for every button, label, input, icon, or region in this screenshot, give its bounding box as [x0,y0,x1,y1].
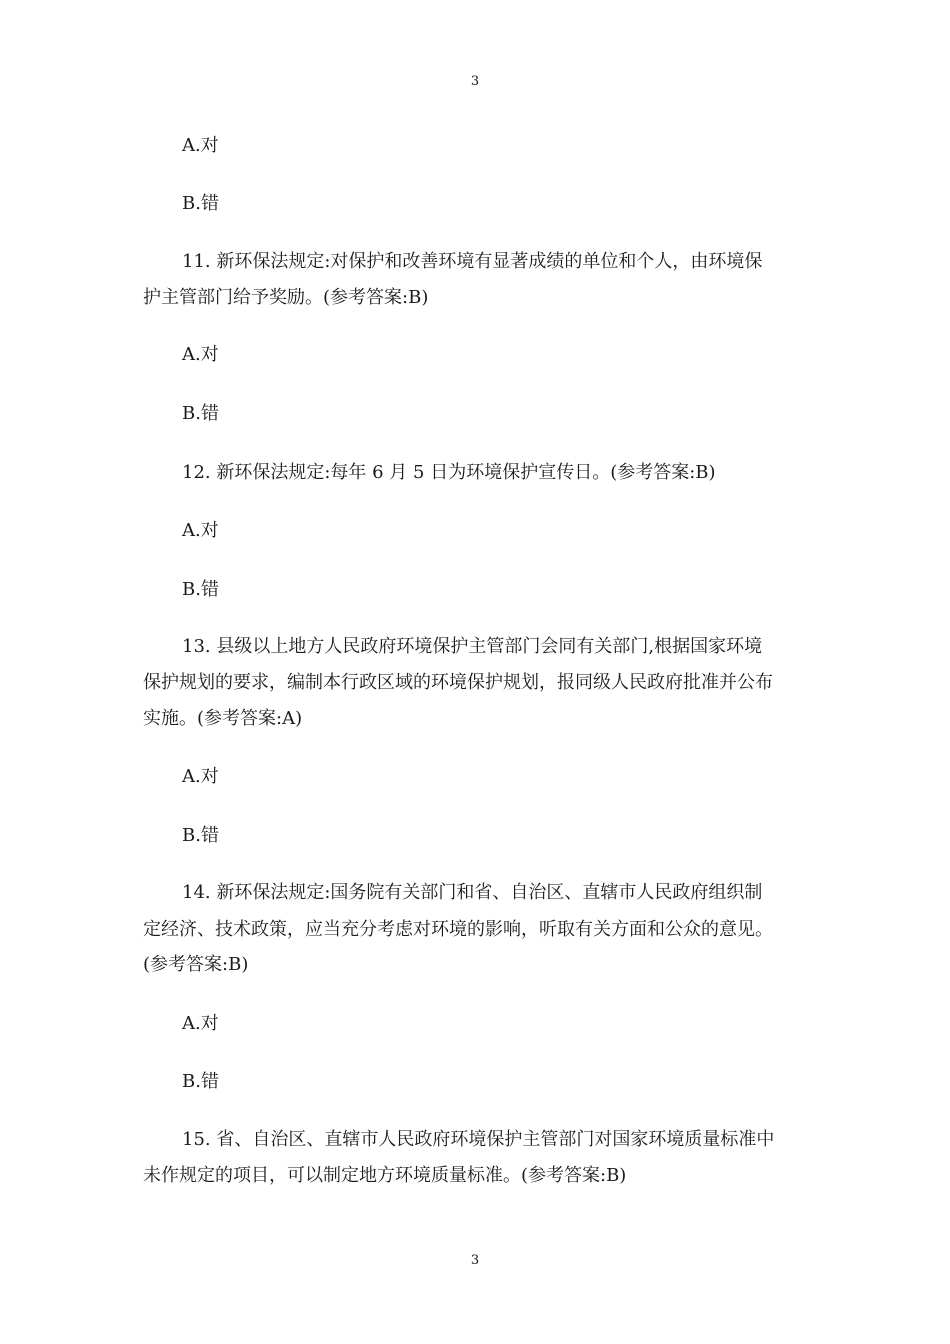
q11-option-a: A.对 [182,344,219,365]
q11-text-line1: 11. 新环保法规定:对保护和改善环境有显著成绩的单位和个人，由环境保 [182,251,763,272]
q14-option-a: A.对 [182,1013,219,1034]
q13-text-line3: 实施。(参考答案:A) [143,708,303,729]
q13-option-b: B.错 [182,825,219,846]
q14-text-line3: (参考答案:B) [143,954,249,975]
q12-option-a: A.对 [182,520,219,541]
q11-text-line2: 护主管部门给予奖励。(参考答案:B) [143,287,429,308]
q15-text-line2: 未作规定的项目，可以制定地方环境质量标准。(参考答案:B) [143,1165,627,1186]
q10-option-b: B.错 [182,193,219,214]
q14-text-line2: 定经济、技术政策，应当充分考虑对环境的影响，听取有关方面和公众的意见。 [143,919,773,940]
q13-text-line2: 保护规划的要求，编制本行政区域的环境保护规划，报同级人民政府批准并公布 [143,672,773,693]
q12-text-line1: 12. 新环保法规定:每年 6 月 5 日为环境保护宣传日。(参考答案:B) [182,462,716,483]
q14-option-b: B.错 [182,1071,219,1092]
q13-option-a: A.对 [182,766,219,787]
page-number-bottom: 3 [470,1253,480,1268]
q12-option-b: B.错 [182,579,219,600]
q14-text-line1: 14. 新环保法规定:国务院有关部门和省、自治区、直辖市人民政府组织制 [182,882,763,903]
q13-text-line1: 13. 县级以上地方人民政府环境保护主管部门会同有关部门,根据国家环境 [182,636,763,657]
q15-text-line1: 15. 省、自治区、直辖市人民政府环境保护主管部门对国家环境质量标准中 [182,1129,775,1150]
page-number-top: 3 [470,74,480,89]
q10-option-a: A.对 [182,135,219,156]
q11-option-b: B.错 [182,403,219,424]
